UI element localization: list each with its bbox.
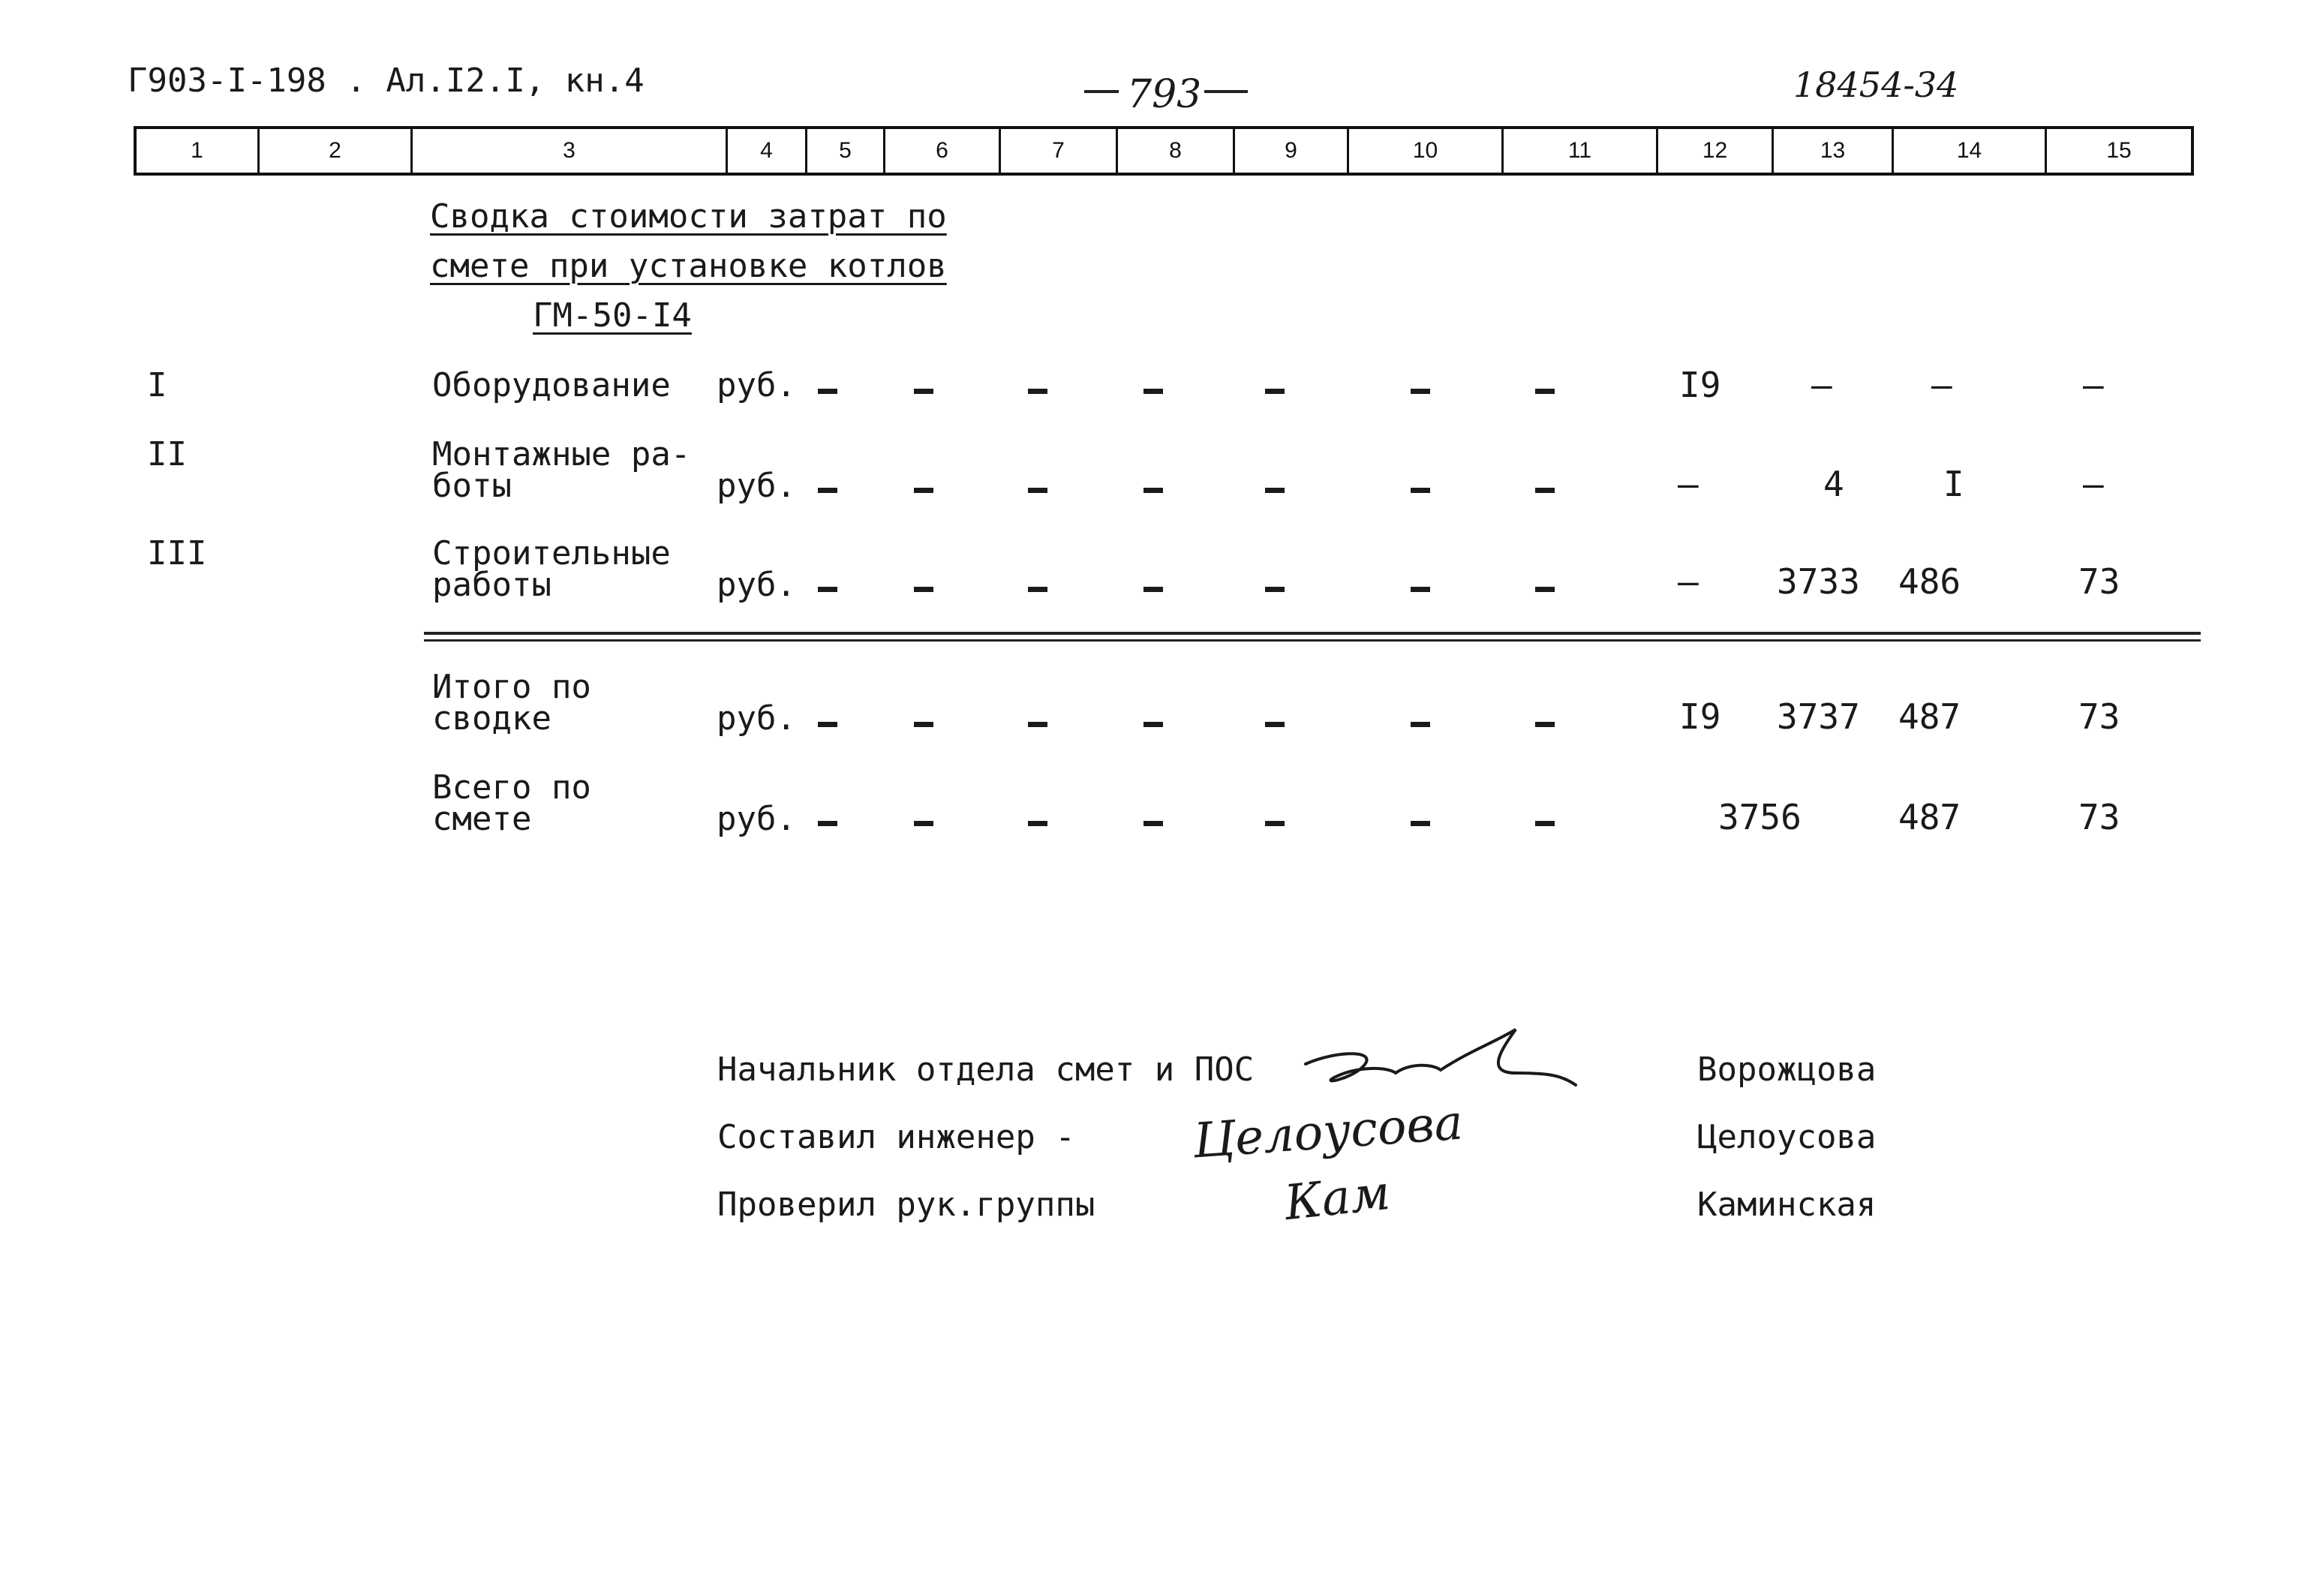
- empty-dash-r2-c5: [818, 488, 837, 493]
- row-2-col-12: –: [1678, 464, 1699, 504]
- document-code: Г903-I-198 . Ал.I2.I, кн.4: [128, 62, 645, 100]
- empty-dash-r1-c9: [1265, 389, 1285, 394]
- empty-dash-r4-c11: [1535, 722, 1555, 727]
- col-12: 12: [1658, 129, 1774, 173]
- col-7: 7: [1001, 129, 1118, 173]
- empty-dash-r3-c5: [818, 587, 837, 592]
- total-1-col-14: 487: [1898, 696, 1961, 737]
- empty-dash-r3-c6: [914, 587, 933, 592]
- row-2-col-13: 4: [1823, 464, 1844, 504]
- row-2-col-15: –: [2083, 464, 2104, 504]
- empty-dash-r4-c6: [914, 722, 933, 727]
- col-6: 6: [885, 129, 1001, 173]
- empty-dash-r4-c9: [1265, 722, 1285, 727]
- signature-role-1: Начальник отдела смет и ПОС: [717, 1050, 1255, 1089]
- title-line-1: Сводка стоимости затрат по: [430, 197, 947, 236]
- empty-dash-r5-c7: [1028, 821, 1047, 826]
- empty-dash-r3-c7: [1028, 587, 1047, 592]
- row-name-3a: Строительные: [432, 534, 671, 573]
- empty-dash-r1-c7: [1028, 389, 1047, 394]
- col-13: 13: [1774, 129, 1894, 173]
- page-dash-right: [1204, 90, 1248, 93]
- col-8: 8: [1118, 129, 1235, 173]
- row-3-col-15: 73: [2078, 561, 2120, 602]
- row-unit-2: руб.: [717, 467, 796, 505]
- row-name-2b: боты: [432, 467, 512, 505]
- title-line-2: смете при установке котлов: [430, 247, 947, 285]
- col-4: 4: [728, 129, 807, 173]
- total-2-col-14: 487: [1898, 797, 1961, 837]
- row-name-2a: Монтажные ра-: [432, 435, 691, 473]
- empty-dash-r3-c11: [1535, 587, 1555, 592]
- totals-separator-1: [424, 632, 2201, 635]
- empty-dash-r3-c10: [1411, 587, 1430, 592]
- empty-dash-r2-c7: [1028, 488, 1047, 493]
- empty-dash-r5-c5: [818, 821, 837, 826]
- total-unit-2: руб.: [717, 800, 796, 838]
- empty-dash-r4-c7: [1028, 722, 1047, 727]
- empty-dash-r4-c8: [1143, 722, 1163, 727]
- col-10: 10: [1349, 129, 1504, 173]
- page-number: 793: [1127, 72, 1202, 117]
- empty-dash-r1-c5: [818, 389, 837, 394]
- total-name-1a: Итого по: [432, 668, 591, 706]
- row-num-3: III: [147, 534, 207, 573]
- row-num-2: II: [147, 435, 187, 473]
- signature-name-3: Каминская: [1697, 1186, 1877, 1224]
- empty-dash-r2-c10: [1411, 488, 1430, 493]
- total-2-col-15: 73: [2078, 797, 2120, 837]
- col-5: 5: [807, 129, 885, 173]
- total-name-2a: Всего по: [432, 768, 591, 807]
- total-name-1b: сводке: [432, 699, 551, 738]
- total-name-2b: смете: [432, 800, 532, 838]
- col-15: 15: [2106, 138, 2132, 163]
- inventory-number: 18454-34: [1793, 65, 1959, 105]
- signature-scribble-1: [1291, 1020, 1636, 1111]
- empty-dash-r1-c8: [1143, 389, 1163, 394]
- row-name-3b: работы: [432, 566, 551, 604]
- empty-dash-r4-c5: [818, 722, 837, 727]
- signature-role-3: Проверил рук.группы: [717, 1186, 1095, 1224]
- col-1: 1: [137, 129, 260, 173]
- empty-dash-r2-c8: [1143, 488, 1163, 493]
- row-1-col-15: –: [2083, 365, 2104, 405]
- signature-handwriting-3: Кам: [1282, 1165, 1393, 1232]
- page-dash-left: [1084, 90, 1119, 93]
- empty-dash-r2-c11: [1535, 488, 1555, 493]
- empty-dash-r3-c9: [1265, 587, 1285, 592]
- title-line-3: ГМ-50-I4: [533, 296, 692, 335]
- row-3-col-14: 486: [1898, 561, 1961, 602]
- empty-dash-r2-c6: [914, 488, 933, 493]
- empty-dash-r2-c9: [1265, 488, 1285, 493]
- row-1-col-12: I9: [1679, 365, 1721, 405]
- row-1-col-13: –: [1811, 365, 1832, 405]
- empty-dash-r1-c11: [1535, 389, 1555, 394]
- row-1-col-14: –: [1931, 365, 1952, 405]
- col-3: 3: [413, 129, 728, 173]
- row-2-col-14: I: [1943, 464, 1964, 504]
- col-2: 2: [260, 129, 413, 173]
- empty-dash-r3-c8: [1143, 587, 1163, 592]
- col-9: 9: [1235, 129, 1349, 173]
- column-header-row: [134, 126, 2194, 176]
- col-11: 11: [1504, 129, 1658, 173]
- row-unit-3: руб.: [717, 566, 796, 604]
- empty-dash-r1-c6: [914, 389, 933, 394]
- summary-title: [430, 192, 947, 341]
- row-num-1: I: [147, 366, 167, 404]
- empty-dash-r5-c8: [1143, 821, 1163, 826]
- total-unit-1: руб.: [717, 699, 796, 738]
- empty-dash-r5-c11: [1535, 821, 1555, 826]
- row-3-col-13: 3733: [1777, 561, 1860, 602]
- col-14: 14: [1894, 129, 2047, 173]
- total-1-col-13: 3737: [1777, 696, 1860, 737]
- row-name-1: Оборудование: [432, 366, 671, 404]
- empty-dash-r1-c10: [1411, 389, 1430, 394]
- signature-name-2: Целоусова: [1697, 1118, 1877, 1156]
- row-unit-1: руб.: [717, 366, 796, 404]
- total-1-col-15: 73: [2078, 696, 2120, 737]
- empty-dash-r5-c10: [1411, 821, 1430, 826]
- total-2-col-12-13: 3756: [1718, 797, 1802, 837]
- empty-dash-r5-c9: [1265, 821, 1285, 826]
- signature-name-1: Ворожцова: [1697, 1050, 1877, 1089]
- signature-handwriting-2: Целоусова: [1191, 1095, 1465, 1170]
- totals-separator-2: [424, 639, 2201, 642]
- empty-dash-r4-c10: [1411, 722, 1430, 727]
- empty-dash-r5-c6: [914, 821, 933, 826]
- total-1-col-12: I9: [1679, 696, 1721, 737]
- row-3-col-12: –: [1678, 561, 1699, 602]
- signature-role-2: Составил инженер -: [717, 1118, 1075, 1156]
